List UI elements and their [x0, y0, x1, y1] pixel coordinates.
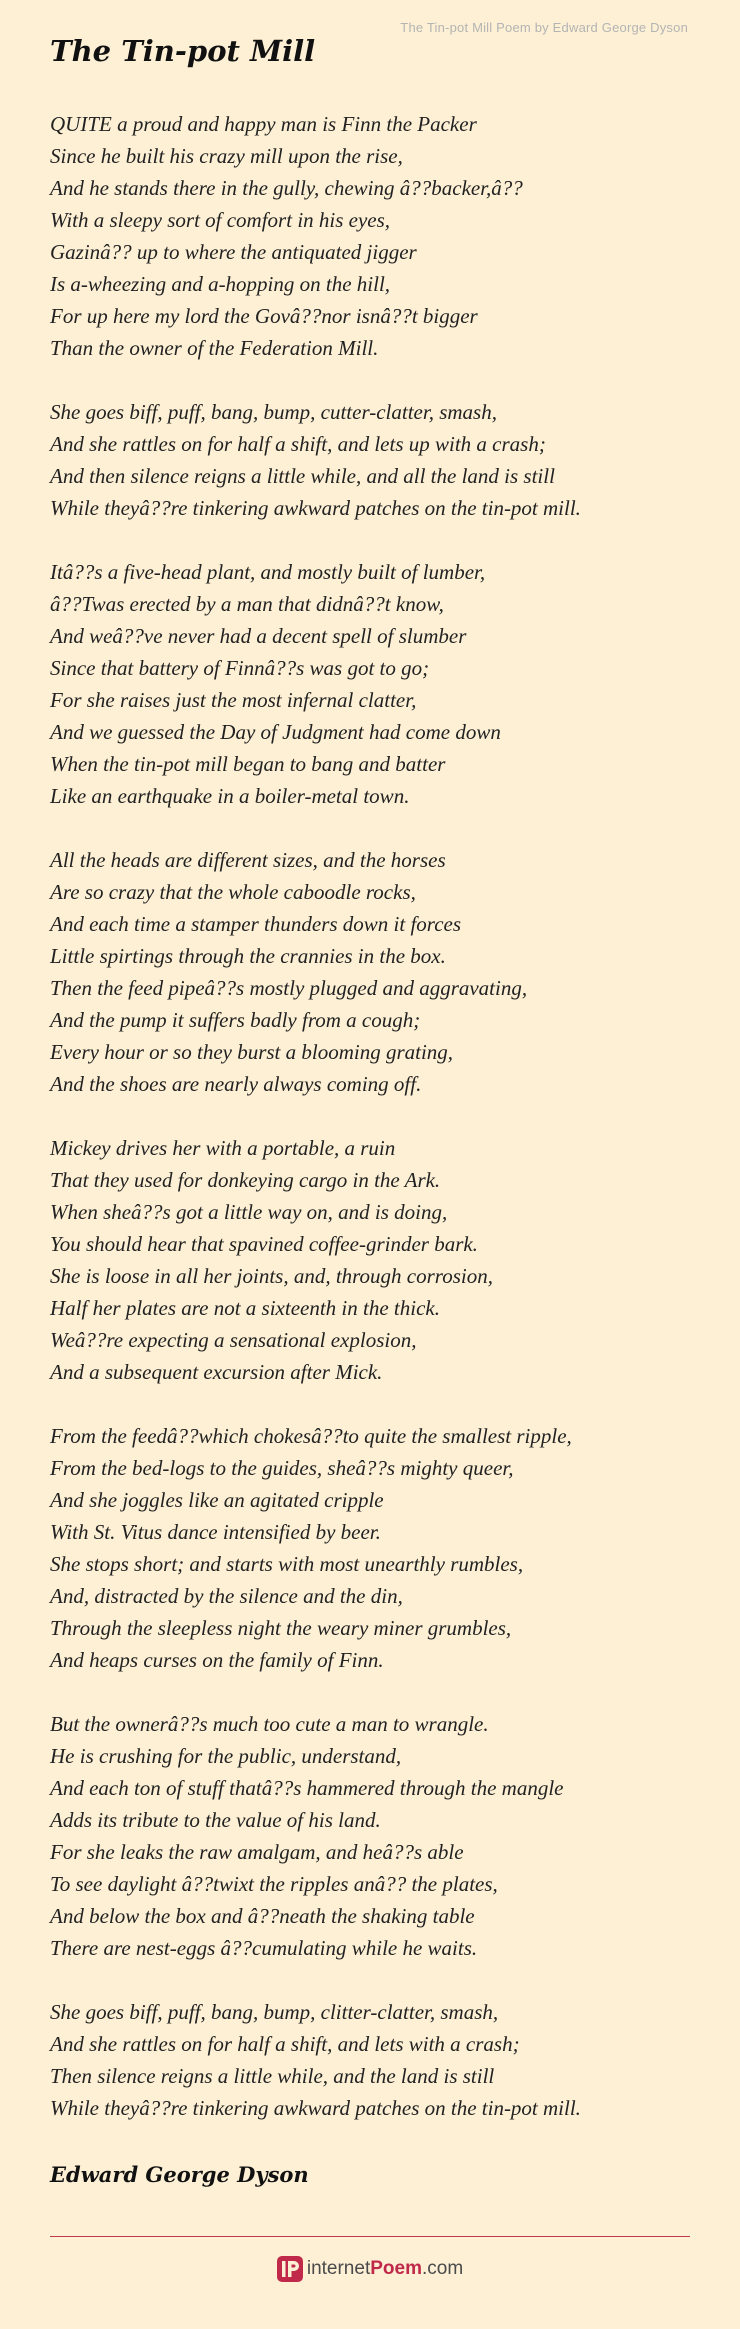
poem-line: Since he built his crazy mill upon the rise, [50, 144, 403, 168]
brand-text-internet: internet [306, 2258, 371, 2279]
poem-line: She is loose in all her joints, and, through corrosion, [50, 1264, 493, 1288]
poem-line: Since that battery of Finnâ??s was got to go; [50, 656, 430, 680]
poem-line: QUITE a proud and happy man is Finn the Packer [50, 112, 477, 136]
poem-line: From the bed-logs to the guides, sheâ??s mighty queer, [50, 1456, 514, 1480]
poem-line: And weâ??ve never had a decent spell of slumber [50, 624, 467, 648]
brand-text-poem: Poem [370, 2258, 422, 2279]
poem-line: Adds its tribute to the value of his land. [50, 1808, 381, 1832]
poem-line: Is a-wheezing and a-hopping on the hill, [50, 272, 391, 296]
poem-line: Like an earthquake in a boiler-metal town. [50, 784, 410, 808]
poem-line: And below the box and â??neath the shaking table [50, 1904, 475, 1928]
poem-line: And heaps curses on the family of Finn. [50, 1648, 384, 1672]
poem-line: Itâ??s a five-head plant, and mostly built of lumber, [50, 560, 486, 584]
site-brand-link[interactable] [0, 2256, 740, 2282]
poem-line: And he stands there in the gully, chewing â??backer,â?? [50, 176, 523, 200]
poem-line: And she joggles like an agitated cripple [50, 1488, 384, 1512]
poem-stanza [50, 108, 700, 364]
poem-line: When the tin-pot mill began to bang and batter [50, 752, 446, 776]
poem-line: When sheâ??s got a little way on, and is doing, [50, 1200, 448, 1224]
poem-line: And she rattles on for half a shift, and lets with a crash; [50, 2032, 520, 2056]
poem-stanza [50, 1132, 700, 1388]
poem-title: The Tin-pot Mill [50, 34, 316, 68]
poem-author[interactable]: Edward George Dyson [50, 2162, 309, 2187]
poem-line: Through the sleepless night the weary miner grumbles, [50, 1616, 512, 1640]
poem-line: You should hear that spavined coffee-grinder bark. [50, 1232, 478, 1256]
poem-line: Gazinâ?? up to where the antiquated jigger [50, 240, 417, 264]
poem-line: With a sleepy sort of comfort in his eyes, [50, 208, 391, 232]
poem-line: And we guessed the Day of Judgment had come down [50, 720, 501, 744]
poem-line: And a subsequent excursion after Mick. [50, 1360, 383, 1384]
poem-line: And then silence reigns a little while, and all the land is still [50, 464, 555, 488]
poem-line: While theyâ??re tinkering awkward patches on the tin-pot mill. [50, 2096, 581, 2120]
poem-line: All the heads are different sizes, and the horses [50, 848, 446, 872]
poem-line: For she raises just the most infernal clatter, [50, 688, 417, 712]
poem-body [50, 108, 700, 2156]
poem-stanza [50, 844, 700, 1100]
header-credit[interactable]: The Tin-pot Mill Poem by Edward George Dyson [400, 20, 688, 35]
poem-line: With St. Vitus dance intensified by beer. [50, 1520, 381, 1544]
poem-stanza [50, 1996, 700, 2124]
poem-line: There are nest-eggs â??cumulating while he waits. [50, 1936, 478, 1960]
poem-line: Are so crazy that the whole caboodle rocks, [50, 880, 416, 904]
poem-stanza [50, 1708, 700, 1964]
poem-line: And each ton of stuff thatâ??s hammered through the mangle [50, 1776, 564, 1800]
poem-line: Little spirtings through the crannies in the box. [50, 944, 446, 968]
poem-line: But the ownerâ??s much too cute a man to wrangle. [50, 1712, 489, 1736]
poem-line: To see daylight â??twixt the ripples anâ?? the plates, [50, 1872, 498, 1896]
poem-line: And each time a stamper thunders down it forces [50, 912, 462, 936]
poem-line: Mickey drives her with a portable, a ruin [50, 1136, 396, 1160]
poem-line: While theyâ??re tinkering awkward patches on the tin-pot mill. [50, 496, 581, 520]
poem-line: He is crushing for the public, understand, [50, 1744, 402, 1768]
poem-line: Then silence reigns a little while, and the land is still [50, 2064, 495, 2088]
poem-line: And, distracted by the silence and the din, [50, 1584, 403, 1608]
poem-line: From the feedâ??which chokesâ??to quite the smallest ripple, [50, 1424, 572, 1448]
poem-line: Weâ??re expecting a sensational explosion, [50, 1328, 417, 1352]
poem-line: â??Twas erected by a man that didnâ??t know, [50, 592, 444, 616]
poem-line: And the pump it suffers badly from a cough; [50, 1008, 421, 1032]
poem-stanza [50, 556, 700, 812]
poem-line: Every hour or so they burst a blooming grating, [50, 1040, 454, 1064]
brand-text-com: .com [421, 2258, 464, 2279]
poem-line: And the shoes are nearly always coming off. [50, 1072, 422, 1096]
poem-line: Half her plates are not a sixteenth in the thick. [50, 1296, 440, 1320]
ip-logo-icon [277, 2256, 303, 2282]
footer-divider [50, 2236, 690, 2237]
poem-line: Then the feed pipeâ??s mostly plugged and aggravating, [50, 976, 528, 1000]
poem-stanza [50, 1420, 700, 1676]
poem-line: For she leaks the raw amalgam, and heâ??s able [50, 1840, 464, 1864]
poem-line: That they used for donkeying cargo in the Ark. [50, 1168, 441, 1192]
poem-line: Than the owner of the Federation Mill. [50, 336, 379, 360]
poem-line: For up here my lord the Govâ??nor isnâ??t bigger [50, 304, 478, 328]
poem-line: She goes biff, puff, bang, bump, clitter-clatter, smash, [50, 2000, 499, 2024]
poem-stanza [50, 396, 700, 524]
poem-line: She stops short; and starts with most unearthly rumbles, [50, 1552, 524, 1576]
poem-line: She goes biff, puff, bang, bump, cutter-clatter, smash, [50, 400, 497, 424]
poem-line: And she rattles on for half a shift, and lets up with a crash; [50, 432, 546, 456]
